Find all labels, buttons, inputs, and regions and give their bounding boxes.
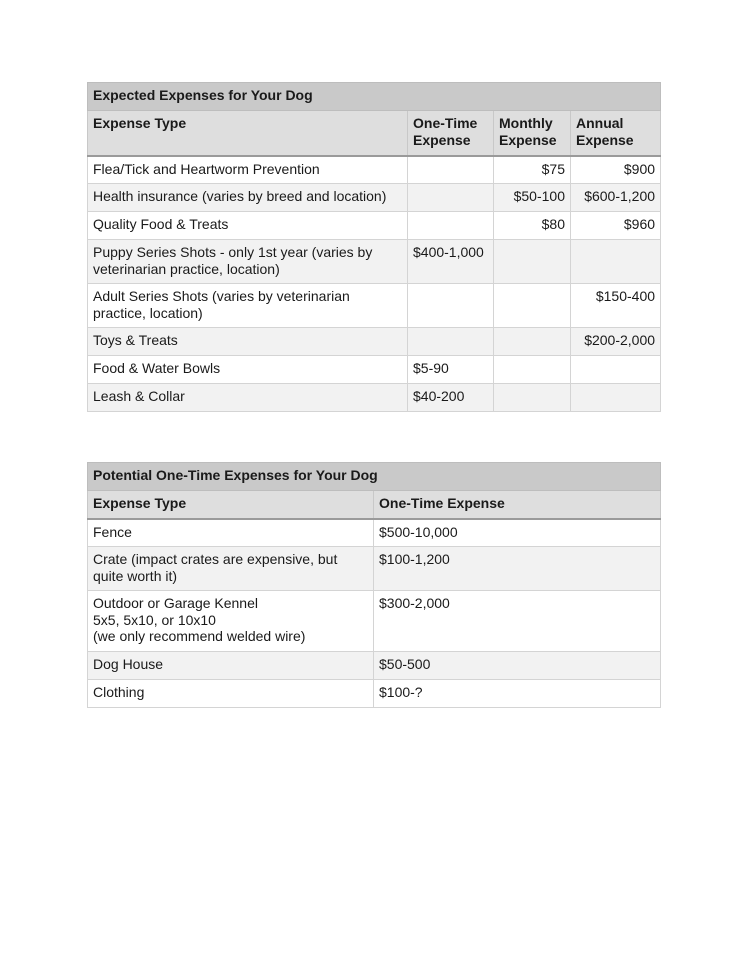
cell-expense-type: Health insurance (varies by breed and location): [88, 184, 408, 212]
header-monthly-expense: Monthly Expense: [494, 111, 571, 156]
cell-annual: $150-400: [571, 284, 661, 328]
potential-expenses-table: [87, 462, 661, 708]
table-row: [88, 240, 661, 284]
cell-one-time: $100-1,200: [374, 547, 661, 591]
table-title: Potential One-Time Expenses for Your Dog: [88, 463, 661, 491]
table-row: [88, 184, 661, 212]
cell-one-time: [408, 212, 494, 240]
table-row: [88, 680, 661, 708]
cell-expense-type: Dog House: [88, 652, 374, 680]
table-row: [88, 652, 661, 680]
table-row: [88, 284, 661, 328]
cell-annual: [571, 240, 661, 284]
cell-expense-type: Food & Water Bowls: [88, 356, 408, 384]
table-title: Expected Expenses for Your Dog: [88, 83, 661, 111]
cell-monthly: [494, 284, 571, 328]
header-one-time-expense: One-Time Expense: [408, 111, 494, 156]
cell-one-time: $50-500: [374, 652, 661, 680]
header-expense-type: Expense Type: [88, 111, 408, 156]
cell-annual: $200-2,000: [571, 328, 661, 356]
table-header-row: [88, 491, 661, 519]
cell-one-time: [408, 284, 494, 328]
cell-one-time: [408, 328, 494, 356]
header-one-time-expense: One-Time Expense: [374, 491, 661, 519]
cell-expense-type: Adult Series Shots (varies by veterinarian practice, location): [88, 284, 408, 328]
table-row: [88, 156, 661, 184]
expected-expenses-table: [87, 82, 661, 412]
table-row: [88, 356, 661, 384]
cell-annual: $960: [571, 212, 661, 240]
cell-monthly: $75: [494, 156, 571, 184]
cell-monthly: [494, 328, 571, 356]
cell-annual: $600-1,200: [571, 184, 661, 212]
cell-monthly: [494, 240, 571, 284]
cell-expense-type: Quality Food & Treats: [88, 212, 408, 240]
cell-one-time: $500-10,000: [374, 519, 661, 547]
cell-expense-type: Toys & Treats: [88, 328, 408, 356]
cell-expense-type: Fence: [88, 519, 374, 547]
table-title-row: [88, 463, 661, 491]
cell-expense-type: Puppy Series Shots - only 1st year (varies by veterinarian practice, location): [88, 240, 408, 284]
cell-annual: [571, 384, 661, 412]
cell-one-time: $5-90: [408, 356, 494, 384]
table-row: [88, 547, 661, 591]
table-header-row: [88, 111, 661, 156]
table-row: [88, 519, 661, 547]
cell-expense-type: Flea/Tick and Heartworm Prevention: [88, 156, 408, 184]
cell-expense-type: Crate (impact crates are expensive, but quite worth it): [88, 547, 374, 591]
cell-one-time: [408, 156, 494, 184]
table-row: [88, 328, 661, 356]
cell-one-time: $100-?: [374, 680, 661, 708]
header-expense-type: Expense Type: [88, 491, 374, 519]
cell-annual: [571, 356, 661, 384]
cell-expense-type: Outdoor or Garage Kennel 5x5, 5x10, or 10x10 (we only recommend welded wire): [88, 591, 374, 652]
cell-monthly: [494, 384, 571, 412]
cell-one-time: $300-2,000: [374, 591, 661, 652]
table-title-row: [88, 83, 661, 111]
header-annual-expense: Annual Expense: [571, 111, 661, 156]
cell-monthly: $80: [494, 212, 571, 240]
cell-one-time: $40-200: [408, 384, 494, 412]
cell-expense-type: Leash & Collar: [88, 384, 408, 412]
table-row: [88, 591, 661, 652]
cell-annual: $900: [571, 156, 661, 184]
cell-monthly: [494, 356, 571, 384]
cell-monthly: $50-100: [494, 184, 571, 212]
cell-one-time: $400-1,000: [408, 240, 494, 284]
table-row: [88, 384, 661, 412]
cell-expense-type: Clothing: [88, 680, 374, 708]
table-row: [88, 212, 661, 240]
cell-one-time: [408, 184, 494, 212]
